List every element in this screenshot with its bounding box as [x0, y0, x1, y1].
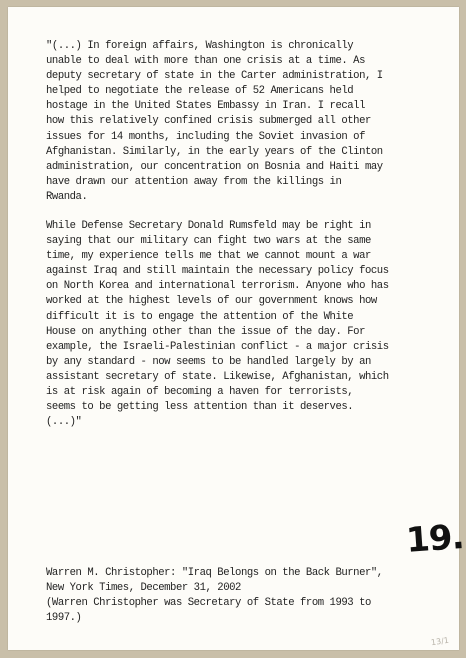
- handwritten-page-number: 19.: [404, 517, 465, 561]
- document-page: [8, 7, 465, 650]
- quote-paragraph-2: While Defense Secretary Donald Rumsfeld may be right in saying that our military can fight two wars at the same time, my experience tells me that we cannot mount a war against Iraq and still maintain the necessary policy focus on North Korea and international terrorism. Anyone who has worked at the highest levels of our government knows how difficult it is to engage the attention of the White House on anything other than the issue of the day. For example, the Israeli-Palestinian conflict - a major crisis by any standard - now seems to be handled largely by an assistant secretary of state. Likewise, Afghanistan, which is at risk again of becoming a haven for terrorists, seems to be getting less attention than it deserves. (...)": [46, 220, 389, 429]
- quote-paragraph-1: "(...) In foreign affairs, Washington is chronically unable to deal with more than one crisis at a time. As deputy secretary of state in the Carter administration, I helped to negotiate the release of 52 Americans held hostage in the United States Embassy in Iran. I recall how this relatively confined crisis submerged all other issues for 14 months, including the Soviet invasion of Afghanistan. Similarly, in the early years of the Clinton administration, our concentration on Bosnia and Haiti may have drawn our attention away from the killings in Rwanda.: [46, 40, 383, 203]
- pencil-annotation: 13/1: [430, 635, 450, 648]
- source-citation: Warren M. Christopher: "Iraq Belongs on the Back Burner", New York Times, December 31, 2002 (Warren Christopher was Secretary of State from 1993 to 1997.): [46, 567, 383, 625]
